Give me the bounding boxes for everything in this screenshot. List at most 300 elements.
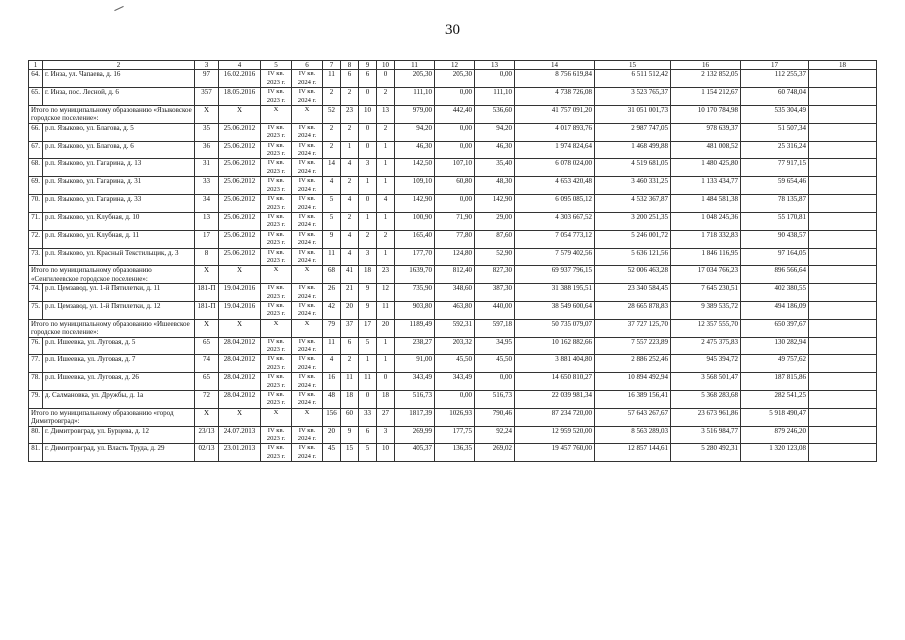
cell-c14: 6 078 024,00 — [515, 159, 595, 177]
cell-c9: 33 — [359, 408, 377, 426]
cell-c9: 0 — [359, 141, 377, 159]
cell-c10: 4 — [377, 195, 395, 213]
cell-n: 65. — [29, 88, 43, 106]
column-number: 17 — [741, 61, 809, 70]
cell-c11: 205,30 — [395, 70, 435, 88]
cell-addr: г. Инза, ул. Чапаева, д. 16 — [43, 70, 195, 88]
cell-c6: X — [292, 266, 323, 284]
cell-c5: IV кв. 2023 г. — [261, 177, 292, 195]
cell-c7: 2 — [323, 141, 341, 159]
cell-c14: 31 388 195,51 — [515, 284, 595, 302]
cell-c15: 10 894 492,94 — [595, 373, 671, 391]
cell-c16: 2 132 852,05 — [671, 70, 741, 88]
cell-c5: IV кв. 2023 г. — [261, 301, 292, 319]
cell-c17: 60 748,04 — [741, 88, 809, 106]
cell-c17: 896 566,64 — [741, 266, 809, 284]
cell-c14: 87 234 720,00 — [515, 408, 595, 426]
cell-c15: 2 886 252,46 — [595, 355, 671, 373]
cell-addr: р.п. Цемзавод, ул. 1-й Пятилетки, д. 12 — [43, 301, 195, 319]
cell-c6: IV кв. 2024 г. — [292, 159, 323, 177]
cell-c14: 19 457 760,00 — [515, 444, 595, 462]
cell-c16: 1 718 332,83 — [671, 230, 741, 248]
cell-c5: IV кв. 2023 г. — [261, 195, 292, 213]
cell-c13: 0,00 — [475, 373, 515, 391]
cell-c12: 463,80 — [435, 301, 475, 319]
cell-c18 — [809, 373, 877, 391]
cell-c10: 1 — [377, 159, 395, 177]
cell-c6: IV кв. 2024 г. — [292, 212, 323, 230]
cell-c9: 3 — [359, 248, 377, 266]
column-number: 14 — [515, 61, 595, 70]
cell-c14: 10 162 882,66 — [515, 337, 595, 355]
cell-c10: 2 — [377, 230, 395, 248]
cell-c5: IV кв. 2023 г. — [261, 426, 292, 444]
cell-c5: IV кв. 2023 г. — [261, 141, 292, 159]
table-row — [29, 230, 877, 248]
cell-c14: 1 974 824,64 — [515, 141, 595, 159]
cell-c3: X — [195, 106, 219, 124]
cell-c16: 1 480 425,80 — [671, 159, 741, 177]
cell-c15: 52 006 463,28 — [595, 266, 671, 284]
cell-c9: 17 — [359, 319, 377, 337]
cell-c11: 142,50 — [395, 159, 435, 177]
cell-c18 — [809, 408, 877, 426]
cell-c12: 203,32 — [435, 337, 475, 355]
cell-c6: X — [292, 319, 323, 337]
cell-c13: 29,00 — [475, 212, 515, 230]
cell-c6: IV кв. 2024 г. — [292, 195, 323, 213]
cell-c7: 14 — [323, 159, 341, 177]
cell-c14: 69 937 796,15 — [515, 266, 595, 284]
cell-c18 — [809, 195, 877, 213]
cell-n: 72. — [29, 230, 43, 248]
cell-c4: 25.06.2012 — [219, 212, 261, 230]
cell-c17: 187 815,86 — [741, 373, 809, 391]
cell-c12: 0,00 — [435, 123, 475, 141]
cell-c10: 1 — [377, 212, 395, 230]
cell-c8: 2 — [341, 88, 359, 106]
cell-c18 — [809, 426, 877, 444]
cell-c4: 25.06.2012 — [219, 159, 261, 177]
cell-c8: 1 — [341, 141, 359, 159]
cell-addr: г. Димитровград, ул. Бурцева, д. 12 — [43, 426, 195, 444]
cell-c7: 4 — [323, 355, 341, 373]
table-row — [29, 301, 877, 319]
column-number: 3 — [195, 61, 219, 70]
cell-c11: 269,99 — [395, 426, 435, 444]
cell-c3: 36 — [195, 141, 219, 159]
cell-c16: 2 475 375,83 — [671, 337, 741, 355]
cell-c5: IV кв. 2023 г. — [261, 337, 292, 355]
cell-c16: 10 170 784,98 — [671, 106, 741, 124]
cell-c3: 8 — [195, 248, 219, 266]
cell-c11: 343,49 — [395, 373, 435, 391]
cell-c3: 13 — [195, 212, 219, 230]
cell-c14: 22 039 981,34 — [515, 391, 595, 409]
cell-c16: 9 389 535,72 — [671, 301, 741, 319]
cell-c15: 3 460 331,25 — [595, 177, 671, 195]
cell-c13: 790,46 — [475, 408, 515, 426]
cell-c14: 50 735 079,07 — [515, 319, 595, 337]
cell-c5: X — [261, 319, 292, 337]
cell-c11: 111,10 — [395, 88, 435, 106]
cell-c3: 34 — [195, 195, 219, 213]
cell-c9: 0 — [359, 391, 377, 409]
table-row — [29, 88, 877, 106]
cell-c9: 1 — [359, 212, 377, 230]
cell-n: 71. — [29, 212, 43, 230]
cell-c11: 516,73 — [395, 391, 435, 409]
cell-c6: IV кв. 2024 г. — [292, 355, 323, 373]
column-number: 18 — [809, 61, 877, 70]
cell-c12: 136,35 — [435, 444, 475, 462]
cell-c17: 90 438,57 — [741, 230, 809, 248]
cell-c10: 18 — [377, 391, 395, 409]
cell-c12: 0,00 — [435, 88, 475, 106]
cell-c7: 9 — [323, 230, 341, 248]
cell-c16: 12 357 555,70 — [671, 319, 741, 337]
cell-c11: 142,90 — [395, 195, 435, 213]
cell-c15: 23 340 584,45 — [595, 284, 671, 302]
cell-c13: 48,30 — [475, 177, 515, 195]
cell-c9: 9 — [359, 284, 377, 302]
cell-c4: 18.05.2016 — [219, 88, 261, 106]
cell-label: Итого по муниципальному образованию «Сенгилеевское городское поселение»: — [29, 266, 195, 284]
table-row — [29, 141, 877, 159]
cell-c15: 37 727 125,70 — [595, 319, 671, 337]
cell-c3: 35 — [195, 123, 219, 141]
cell-c12: 442,40 — [435, 106, 475, 124]
cell-c16: 3 568 501,47 — [671, 373, 741, 391]
cell-c13: 52,90 — [475, 248, 515, 266]
cell-c14: 6 095 085,12 — [515, 195, 595, 213]
cell-c16: 5 368 283,68 — [671, 391, 741, 409]
column-number: 11 — [395, 61, 435, 70]
table-body — [29, 70, 877, 462]
cell-c14: 14 650 810,27 — [515, 373, 595, 391]
cell-c3: 72 — [195, 391, 219, 409]
cell-addr: р.п. Цемзавод, ул. 1-й Пятилетки, д. 11 — [43, 284, 195, 302]
cell-c3: 357 — [195, 88, 219, 106]
cell-c7: 5 — [323, 212, 341, 230]
table-row — [29, 248, 877, 266]
cell-c9: 3 — [359, 159, 377, 177]
cell-c8: 4 — [341, 159, 359, 177]
cell-c4: X — [219, 266, 261, 284]
cell-c7: 5 — [323, 195, 341, 213]
cell-c5: IV кв. 2023 г. — [261, 212, 292, 230]
cell-c18 — [809, 230, 877, 248]
cell-c7: 4 — [323, 177, 341, 195]
table-row — [29, 337, 877, 355]
cell-c7: 11 — [323, 337, 341, 355]
cell-c5: IV кв. 2023 г. — [261, 159, 292, 177]
cell-addr: р.п. Ишеевка, ул. Луговая, д. 5 — [43, 337, 195, 355]
cell-c11: 177,70 — [395, 248, 435, 266]
cell-c15: 28 665 878,83 — [595, 301, 671, 319]
cell-c16: 945 394,72 — [671, 355, 741, 373]
cell-c6: X — [292, 106, 323, 124]
cell-c11: 91,00 — [395, 355, 435, 373]
cell-label: Итого по муниципальному образованию «Языковское городское поселение»: — [29, 106, 195, 124]
cell-c9: 6 — [359, 70, 377, 88]
cell-addr: р.п. Языково, ул. Гагарина, д. 31 — [43, 177, 195, 195]
cell-c14: 4 303 667,52 — [515, 212, 595, 230]
cell-addr: д. Салмановка, ул. Дружбы, д. 1а — [43, 391, 195, 409]
cell-c5: X — [261, 266, 292, 284]
cell-n: 70. — [29, 195, 43, 213]
cell-c13: 536,60 — [475, 106, 515, 124]
cell-c17: 535 304,49 — [741, 106, 809, 124]
cell-addr: р.п. Языково, ул. Клубная, д. 11 — [43, 230, 195, 248]
cell-c10: 1 — [377, 248, 395, 266]
table-row — [29, 444, 877, 462]
cell-c13: 597,18 — [475, 319, 515, 337]
column-number: 15 — [595, 61, 671, 70]
cell-c4: 19.04.2016 — [219, 301, 261, 319]
cell-c12: 592,31 — [435, 319, 475, 337]
cell-c10: 1 — [377, 141, 395, 159]
cell-c6: IV кв. 2024 г. — [292, 177, 323, 195]
cell-c17: 51 507,34 — [741, 123, 809, 141]
cell-c10: 11 — [377, 301, 395, 319]
cell-c6: IV кв. 2024 г. — [292, 301, 323, 319]
cell-c4: 28.04.2012 — [219, 373, 261, 391]
cell-c16: 17 034 766,23 — [671, 266, 741, 284]
cell-c13: 46,30 — [475, 141, 515, 159]
cell-c13: 92,24 — [475, 426, 515, 444]
cell-c5: IV кв. 2023 г. — [261, 230, 292, 248]
cell-c5: IV кв. 2023 г. — [261, 373, 292, 391]
cell-c5: IV кв. 2023 г. — [261, 70, 292, 88]
cell-c18 — [809, 319, 877, 337]
cell-c10: 27 — [377, 408, 395, 426]
cell-c4: 19.04.2016 — [219, 284, 261, 302]
cell-addr: р.п. Языково, ул. Благова, д. 5 — [43, 123, 195, 141]
cell-label: Итого по муниципальному образованию «Ишеевское городское поселение»: — [29, 319, 195, 337]
cell-c4: 25.06.2012 — [219, 141, 261, 159]
cell-c18 — [809, 123, 877, 141]
cell-label: Итого по муниципальному образованию «город Димитровград»: — [29, 408, 195, 426]
cell-c14: 4 017 893,76 — [515, 123, 595, 141]
cell-c12: 124,80 — [435, 248, 475, 266]
cell-c13: 269,02 — [475, 444, 515, 462]
cell-c17: 97 164,05 — [741, 248, 809, 266]
cell-c12: 45,50 — [435, 355, 475, 373]
column-number: 5 — [261, 61, 292, 70]
cell-c14: 7 054 773,12 — [515, 230, 595, 248]
cell-c6: IV кв. 2024 г. — [292, 284, 323, 302]
cell-c12: 107,10 — [435, 159, 475, 177]
total-row — [29, 266, 877, 284]
cell-c4: 16.02.2016 — [219, 70, 261, 88]
cell-c5: IV кв. 2023 г. — [261, 355, 292, 373]
cell-c17: 77 917,15 — [741, 159, 809, 177]
cell-c11: 979,00 — [395, 106, 435, 124]
cell-c8: 2 — [341, 123, 359, 141]
table-row — [29, 159, 877, 177]
cell-c4: 24.07.2013 — [219, 426, 261, 444]
cell-c15: 8 563 289,03 — [595, 426, 671, 444]
cell-c15: 12 857 144,61 — [595, 444, 671, 462]
cell-c9: 10 — [359, 106, 377, 124]
cell-c5: IV кв. 2023 г. — [261, 444, 292, 462]
table-row — [29, 355, 877, 373]
cell-c8: 11 — [341, 373, 359, 391]
cell-c8: 15 — [341, 444, 359, 462]
cell-c6: IV кв. 2024 г. — [292, 444, 323, 462]
cell-c3: X — [195, 408, 219, 426]
cell-c3: 31 — [195, 159, 219, 177]
cell-c8: 37 — [341, 319, 359, 337]
cell-c7: 156 — [323, 408, 341, 426]
cell-c15: 3 200 251,35 — [595, 212, 671, 230]
cell-c11: 903,80 — [395, 301, 435, 319]
cell-n: 64. — [29, 70, 43, 88]
cell-addr: г. Димитровград, ул. Власть Труда, д. 29 — [43, 444, 195, 462]
cell-c12: 343,49 — [435, 373, 475, 391]
cell-c11: 94,20 — [395, 123, 435, 141]
cell-c5: IV кв. 2023 г. — [261, 248, 292, 266]
cell-c4: X — [219, 106, 261, 124]
cell-c13: 111,10 — [475, 88, 515, 106]
cell-c11: 46,30 — [395, 141, 435, 159]
cell-c3: 23/13 — [195, 426, 219, 444]
cell-n: 78. — [29, 373, 43, 391]
cell-c4: 28.04.2012 — [219, 337, 261, 355]
cell-c7: 11 — [323, 248, 341, 266]
cell-c11: 405,37 — [395, 444, 435, 462]
column-number: 8 — [341, 61, 359, 70]
cell-c15: 6 511 512,42 — [595, 70, 671, 88]
cell-c8: 9 — [341, 426, 359, 444]
cell-c4: 25.06.2012 — [219, 248, 261, 266]
cell-c6: IV кв. 2024 г. — [292, 141, 323, 159]
cell-addr: р.п. Языково, ул. Клубная, д. 10 — [43, 212, 195, 230]
cell-c4: 25.06.2012 — [219, 177, 261, 195]
table-row — [29, 195, 877, 213]
cell-addr: р.п. Языково, ул. Гагарина, д. 13 — [43, 159, 195, 177]
cell-c9: 18 — [359, 266, 377, 284]
page-number: 30 — [445, 22, 460, 38]
cell-c16: 1 048 245,36 — [671, 212, 741, 230]
column-number: 2 — [43, 61, 195, 70]
column-number: 1 — [29, 61, 43, 70]
cell-c12: 77,80 — [435, 230, 475, 248]
cell-c8: 60 — [341, 408, 359, 426]
cell-c6: IV кв. 2024 г. — [292, 248, 323, 266]
table-row — [29, 426, 877, 444]
cell-c10: 12 — [377, 284, 395, 302]
cell-c10: 3 — [377, 426, 395, 444]
cell-c9: 11 — [359, 373, 377, 391]
cell-n: 74. — [29, 284, 43, 302]
cell-c12: 812,40 — [435, 266, 475, 284]
cell-n: 75. — [29, 301, 43, 319]
cell-c5: IV кв. 2023 г. — [261, 391, 292, 409]
cell-c13: 387,30 — [475, 284, 515, 302]
cell-c17: 494 186,09 — [741, 301, 809, 319]
column-number: 4 — [219, 61, 261, 70]
column-number: 13 — [475, 61, 515, 70]
cell-c12: 177,75 — [435, 426, 475, 444]
cell-n: 66. — [29, 123, 43, 141]
cell-c9: 6 — [359, 426, 377, 444]
cell-c17: 78 135,87 — [741, 195, 809, 213]
cell-c4: 25.06.2012 — [219, 230, 261, 248]
cell-c15: 16 389 156,41 — [595, 391, 671, 409]
cell-c6: IV кв. 2024 г. — [292, 230, 323, 248]
cell-c8: 2 — [341, 177, 359, 195]
cell-c9: 2 — [359, 230, 377, 248]
cell-c15: 3 523 765,37 — [595, 88, 671, 106]
cell-c15: 5 636 121,56 — [595, 248, 671, 266]
cell-c16: 1 846 116,95 — [671, 248, 741, 266]
cell-c14: 4 738 726,08 — [515, 88, 595, 106]
cell-c12: 0,00 — [435, 141, 475, 159]
cell-c15: 57 643 267,67 — [595, 408, 671, 426]
cell-c8: 21 — [341, 284, 359, 302]
cell-c16: 1 484 581,38 — [671, 195, 741, 213]
total-row — [29, 319, 877, 337]
cell-c17: 282 541,25 — [741, 391, 809, 409]
cell-c13: 440,00 — [475, 301, 515, 319]
cell-c3: 181-П — [195, 284, 219, 302]
cell-c6: IV кв. 2024 г. — [292, 373, 323, 391]
table-row — [29, 70, 877, 88]
cell-c9: 5 — [359, 444, 377, 462]
cell-addr: г. Инза, пос. Лесной, д. 6 — [43, 88, 195, 106]
cell-c10: 2 — [377, 88, 395, 106]
table-row — [29, 123, 877, 141]
cell-c3: 65 — [195, 337, 219, 355]
cell-c6: IV кв. 2024 г. — [292, 123, 323, 141]
cell-c14: 4 653 420,48 — [515, 177, 595, 195]
cell-c10: 1 — [377, 337, 395, 355]
cell-c13: 827,30 — [475, 266, 515, 284]
cell-c3: 181-П — [195, 301, 219, 319]
cell-c8: 23 — [341, 106, 359, 124]
cell-c12: 348,60 — [435, 284, 475, 302]
cell-c11: 1189,49 — [395, 319, 435, 337]
cell-c16: 978 639,37 — [671, 123, 741, 141]
cell-c13: 94,20 — [475, 123, 515, 141]
cell-c18 — [809, 337, 877, 355]
cell-c17: 650 397,67 — [741, 319, 809, 337]
cell-c14: 12 959 520,00 — [515, 426, 595, 444]
cell-c6: IV кв. 2024 г. — [292, 426, 323, 444]
column-number: 6 — [292, 61, 323, 70]
cell-addr: р.п. Языково, ул. Красный Текстильщик, д. 3 — [43, 248, 195, 266]
cell-c10: 20 — [377, 319, 395, 337]
cell-c5: X — [261, 106, 292, 124]
cell-c16: 1 154 212,67 — [671, 88, 741, 106]
cell-c11: 165,40 — [395, 230, 435, 248]
cell-c17: 59 654,46 — [741, 177, 809, 195]
cell-c13: 87,60 — [475, 230, 515, 248]
cell-c12: 71,90 — [435, 212, 475, 230]
cell-c7: 45 — [323, 444, 341, 462]
column-number: 9 — [359, 61, 377, 70]
cell-c18 — [809, 284, 877, 302]
cell-c15: 7 557 223,89 — [595, 337, 671, 355]
cell-c16: 5 280 492,31 — [671, 444, 741, 462]
cell-c8: 18 — [341, 391, 359, 409]
cell-c8: 6 — [341, 337, 359, 355]
cell-c3: X — [195, 266, 219, 284]
table-row — [29, 177, 877, 195]
cell-c4: 28.04.2012 — [219, 355, 261, 373]
